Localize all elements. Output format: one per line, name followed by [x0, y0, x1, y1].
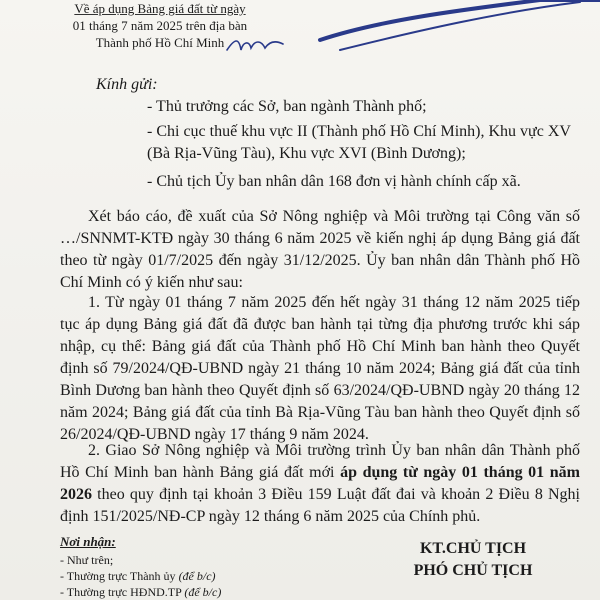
recipient-item: - Chi cục thuế khu vực II (Thành phố Hồ Chí Minh), Khu vực XV (Bà Rịa-Vũng Tàu), Khu vực XVI (Bình Dương);: [147, 123, 571, 162]
noi-nhan-item-note: (để b/c): [178, 569, 216, 583]
noi-nhan-item: [60, 584, 221, 600]
noi-nhan-item: [60, 568, 221, 584]
noi-nhan-item: [60, 552, 221, 568]
noi-nhan-item-note: (để b/c): [184, 585, 222, 599]
signatory-line-2: PHÓ CHỦ TỊCH: [413, 562, 533, 579]
subject-line-2: 01 tháng 7 năm 2025 trên địa bàn: [72, 18, 248, 33]
recipient-item: - Chủ tịch Ủy ban nhân dân 168 đơn vị hành chính cấp xã.: [147, 173, 521, 190]
recipient-list: [147, 96, 577, 196]
salutation: Kính gửi:: [96, 76, 158, 93]
document-subject: [40, 0, 280, 51]
recipient-item: - Thủ trưởng các Sở, ban ngành Thành phố;: [147, 98, 427, 115]
subject-line-3: Thành phố Hồ Chí Minh: [95, 35, 225, 50]
item-2-bold-date: áp dụng từ ngày 01 tháng 01 năm 2026: [60, 464, 581, 503]
noi-nhan-item-text: - Thường trực Thành ủy: [60, 569, 179, 583]
noi-nhan-label: Nơi nhận:: [60, 534, 116, 549]
item-1-paragraph: 1. Từ ngày 01 tháng 7 năm 2025 đến hết ngày 31 tháng 12 năm 2025 tiếp tục áp dụng Bảng giá đất đã được ban hành tại từng địa phương trước khi sáp nhập, cụ thể: Bảng giá đất của Thành phố Hồ Chí Minh ban hành theo Quyết định số 79/2024/QĐ-UBND ngày 21 tháng 10 năm 2024; Bảng giá đất của tỉnh Bình Dương ban hành theo Quyết định số 63/2024/QĐ-UBND ngày 20 tháng 12 năm 2024; Bảng giá đất của tỉnh Bà Rịa-Vũng Tàu ban hành theo Quyết định số 26/2024/QĐ-UBND ngày 17 tháng 9 năm 2024.: [60, 294, 580, 443]
noi-nhan-list: [60, 552, 221, 600]
signatory-title: [378, 538, 568, 582]
item-2-paragraph: [60, 440, 580, 528]
item-2-text-end: theo quy định tại khoản 3 Điều 159 Luật đất đai và khoản 2 Điều 8 Nghị định 151/2025/NĐ-CP ngày 12 tháng 6 năm 2025 của Chính phủ.: [60, 486, 580, 525]
signatory-line-1: KT.CHỦ TỊCH: [419, 540, 527, 557]
noi-nhan-item-text: - Như trên;: [60, 553, 114, 567]
item-2-text-start: 2. Giao Sở Nông nghiệp và Môi trường trình Ủy ban nhân dân Thành phố Hồ Chí Minh ban hành Bảng giá đất mới: [60, 442, 580, 481]
noi-nhan-item-text: - Thường trực HĐND.TP: [60, 585, 185, 599]
subject-line-1: Về áp dụng Bảng giá đất từ ngày: [74, 1, 246, 16]
signature-mark: [300, 0, 600, 70]
intro-paragraph: Xét báo cáo, đề xuất của Sở Nông nghiệp và Môi trường tại Công văn số …/SNNMT-KTĐ ngày 30 tháng 6 năm 2025 về kiến nghị áp dụng Bảng giá đất theo từ ngày 01/7/2025 đến ngày 31/12/2025. Ủy ban nhân dân Thành phố Hồ Chí Minh có ý kiến như sau:: [60, 208, 580, 291]
